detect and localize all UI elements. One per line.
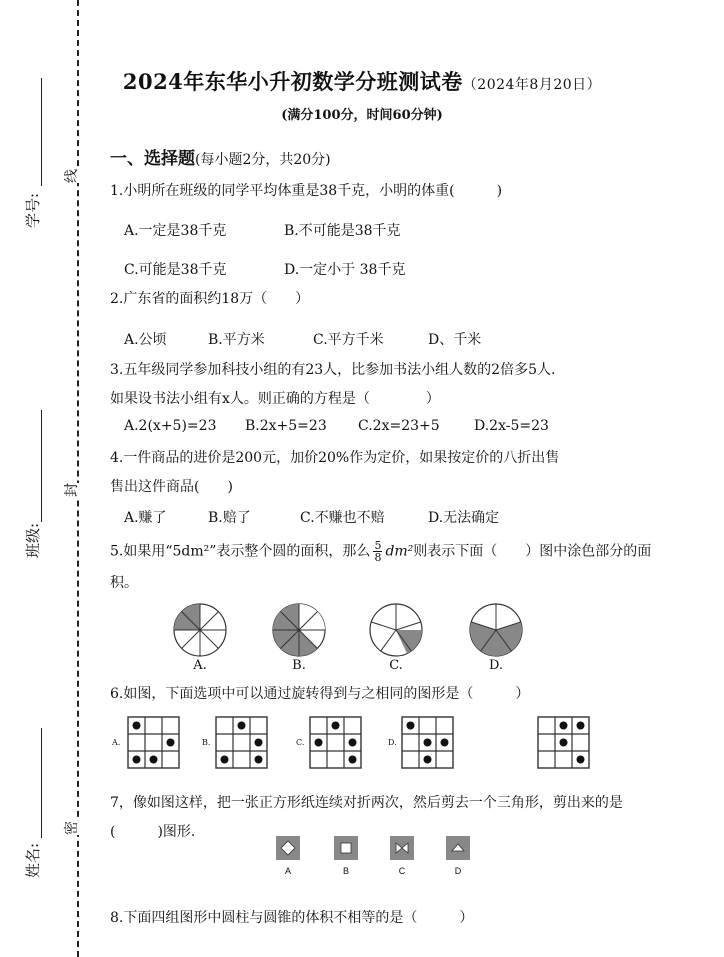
binding-char-feng: 封 <box>59 483 83 497</box>
binding-char-mi: 密 <box>59 821 83 835</box>
pie-a <box>174 604 226 656</box>
q4-option-c: C.不赚也不赔 <box>300 510 385 526</box>
q2-stem: 2.广东省的面积约18万（ ） <box>110 291 310 307</box>
q7-label-d: D <box>454 866 462 876</box>
q6-label-c: C. <box>296 738 305 747</box>
q2-option-b: B.平方米 <box>208 332 265 348</box>
q7-line1: 7，像如图这样，把一张正方形纸连续对折两次，然后剪去一个三角形，剪出来的是 <box>110 795 623 811</box>
name-line <box>41 728 42 838</box>
q5-fraction <box>373 540 382 563</box>
q1-option-c: C.可能是38千克 <box>124 262 227 278</box>
q2-option-c: C.平方千米 <box>313 332 384 348</box>
q4-option-a: A.赚了 <box>124 510 167 526</box>
q3-option-c: C.2x=23+5 <box>358 418 440 434</box>
exam-title-text: 2024年东华小升初数学分班测试卷 <box>122 69 463 94</box>
q4-option-d: D.无法确定 <box>428 510 500 526</box>
pie-c <box>370 604 422 656</box>
q1-option-d: D.一定小于 38千克 <box>284 262 406 278</box>
q5-text-part2: 则表示下面（ ）图中涂色部分的面 <box>413 543 652 560</box>
q6-label-b: B. <box>202 738 211 747</box>
class-label: 班级: <box>24 522 42 558</box>
student-no-label: 学号: <box>24 192 42 228</box>
fold-option-d <box>446 836 470 860</box>
grid-option-c <box>310 717 361 768</box>
class-line <box>41 410 42 522</box>
exam-subtitle: (满分100分，时间60分钟) <box>281 108 443 123</box>
q3-option-d: D.2x-5=23 <box>474 418 549 434</box>
q5-label-a: A. <box>193 658 207 673</box>
q5-frac-num: 5 <box>374 539 382 552</box>
q1-option-a: A.一定是38千克 <box>124 223 227 239</box>
q2-option-a: A.公顷 <box>124 332 167 348</box>
fold-option-c <box>390 836 414 860</box>
q4-option-b: B.赔了 <box>208 510 251 526</box>
q7-label-b: B <box>342 866 349 876</box>
q6-grid-figures <box>120 712 600 774</box>
pie-d <box>470 604 522 656</box>
q2-option-d: D、千米 <box>428 332 482 348</box>
q6-label-d: D. <box>388 738 397 747</box>
q7-fold-figures <box>270 832 480 864</box>
q1-option-b: B.不可能是38千克 <box>284 223 401 239</box>
q3-line2: 如果设书法小组有x人。则正确的方程是（ ） <box>110 391 440 407</box>
q5-label-d: D. <box>488 658 504 673</box>
binding-cut-line <box>77 0 79 957</box>
fold-option-a <box>276 836 300 860</box>
q6-stem: 6.如图，下面选项中可以通过旋转得到与之相同的图形是（ ） <box>110 686 530 702</box>
section-heading <box>110 144 331 169</box>
name-label: 姓名: <box>24 842 42 878</box>
grid-option-a <box>128 717 179 768</box>
q5-label-c: C. <box>389 658 403 673</box>
binding-char-xian: 线 <box>59 169 83 183</box>
section-note: (每小题2分，共20分) <box>195 152 331 168</box>
q4-line1: 4.一件商品的进价是200元，加价20%作为定价，如果按定价的八折出售 <box>110 450 560 466</box>
q6-label-a: A. <box>112 738 121 747</box>
q5-line1 <box>110 540 651 563</box>
q5-text-part1: 5.如果用“5dm²”表示整个圆的面积，那么 <box>110 543 371 560</box>
q5-pie-figures <box>160 600 540 676</box>
q5-label-b: B. <box>292 658 306 673</box>
q7-label-c: C <box>398 866 406 876</box>
q3-option-b: B.2x+5=23 <box>245 418 327 434</box>
q8-stem: 8.下面四组图形中圆柱与圆锥的体积不相等的是（ ） <box>110 910 474 926</box>
grid-reference <box>538 717 589 768</box>
section-title: 一、选择题 <box>110 149 195 169</box>
grid-option-d <box>402 717 453 768</box>
q5-line2: 积。 <box>110 575 138 591</box>
q7-label-a: A <box>284 866 291 876</box>
q3-line1: 3.五年级同学参加科技小组的有23人，比参加书法小组人数的2倍多5人. <box>110 362 556 378</box>
fold-option-b <box>334 836 358 860</box>
grid-option-b <box>216 717 267 768</box>
q5-frac-den: 8 <box>374 551 382 564</box>
pie-b <box>273 604 325 656</box>
q4-line2: 售出这件商品( ) <box>110 479 233 495</box>
q7-line2: ( )图形. <box>110 824 196 840</box>
exam-date: （2024年8月20日） <box>462 77 602 93</box>
q5-unit: dm² <box>385 543 414 560</box>
q1-stem: 1.小明所在班级的同学平均体重是38千克，小明的体重( ) <box>110 183 503 199</box>
exam-title <box>0 66 724 96</box>
q3-option-a: A.2(x+5)=23 <box>124 418 217 434</box>
